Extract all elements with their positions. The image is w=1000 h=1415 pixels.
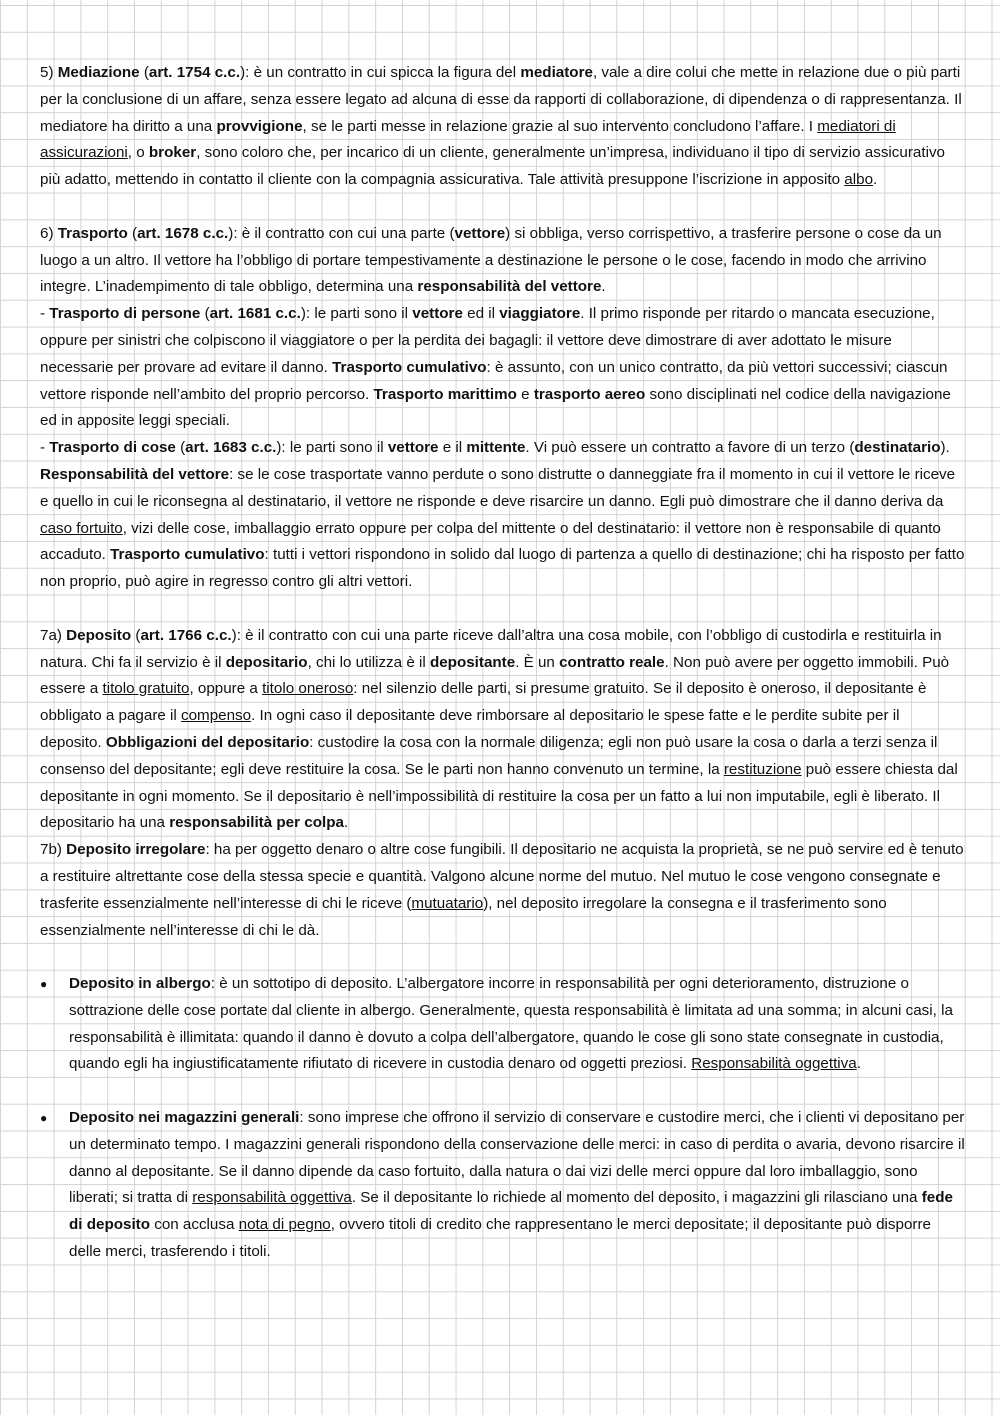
bold-term: Deposito nei magazzini generali <box>69 1109 300 1127</box>
bold-term: art. 1766 c.c. <box>140 626 232 644</box>
text-run: ) si obbliga, verso corrispettivo, a trasferire persone o cose da un luogo a un altro. Il vettore ha l’obbligo di portare tempestivamente a destinazione le persone o le cose, facendo in modo che arrivino integre. L’inadempimento di tale obbligo, determina una <box>40 224 942 296</box>
text-run: . In ogni caso il depositante deve rimborsare al depositario le spese fatte e le perdite subite per il deposito. <box>40 707 900 751</box>
document-body <box>40 60 965 1266</box>
paragraph-gap <box>40 944 965 971</box>
bold-term: provvigione <box>216 117 303 135</box>
bold-term: art. 1683 c.c. <box>185 439 277 457</box>
text-run: 7b) <box>40 841 67 859</box>
underlined-term: caso fortuito <box>40 519 123 537</box>
text-run: . <box>856 1055 861 1073</box>
paragraph-deposito-irregolare <box>40 837 965 944</box>
bold-term: Deposito <box>66 626 132 644</box>
paragraph-trasporto <box>40 221 965 301</box>
bold-term: Trasporto marittimo <box>373 385 517 403</box>
bold-term: Deposito in albergo <box>69 975 211 993</box>
text-run: ed il <box>462 305 500 323</box>
underlined-term: compenso <box>181 707 252 725</box>
text-run: , ovvero titoli di credito che rappresentano le merci depositate; il depositante può disporre delle merci, trasferendo i titoli. <box>69 1216 931 1261</box>
underlined-term: mediatori di assicurazioni <box>40 117 896 162</box>
text-run: , se le parti messe in relazione grazie al suo intervento concludono l’affare. I <box>302 117 818 135</box>
bold-term: Trasporto di persone <box>49 305 201 323</box>
text-run: e <box>516 385 534 403</box>
text-run: : ha per oggetto denaro o altre cose fungibili. Il depositario ne acquista la proprietà, se ne può servire ed è tenuto a restituire altrettante cose della stessa specie e quantità. Valgono alcune norme del mutuo. Nel mutuo le cose vengono consegnate e trasferite essenzialmente nell’interesse di chi le riceve ( <box>40 841 964 912</box>
bold-term: Trasporto cumulativo <box>110 546 265 564</box>
text-run: . <box>343 814 349 832</box>
text-run: - <box>40 305 50 323</box>
text-run: - <box>40 439 50 457</box>
text-run: , o <box>127 144 149 162</box>
text-run: può essere chiesta dal depositante in ogni momento. Se il depositario è nell’impossibilità di restituire la cosa per un fatto a lui non imputabile, egli è liberato. Il depositario ha una <box>40 760 958 832</box>
text-run: ). <box>940 439 950 457</box>
bold-term: responsabilità del vettore <box>417 278 602 296</box>
text-run: , chi lo utilizza è il <box>307 653 430 671</box>
bold-term: Trasporto di cose <box>49 439 176 457</box>
bold-term: fede di deposito <box>69 1189 953 1234</box>
text-run: ): le parti sono il <box>300 305 413 323</box>
bold-term: art. 1678 c.c. <box>137 224 229 242</box>
underlined-term: titolo gratuito <box>102 680 190 698</box>
bold-term: mediatore <box>520 64 593 81</box>
text-run: ( <box>127 224 138 242</box>
text-run: 7a) <box>40 626 67 644</box>
paragraph-gap <box>40 596 965 623</box>
text-run: . È un <box>515 653 560 671</box>
text-run: , oppure a <box>189 680 263 698</box>
text-run: : è un sottotipo di deposito. L’albergatore incorre in responsabilità per ogni deterioramento, distruzione o sottrazione delle cose portate dal cliente in albergo. Generalmente, questa responsabilità è limitata ad una somma; in alcuni casi, la responsabilità è illimitata: quando il danno è dovuto a colpa dell’albergatore, quando le cose gli sono state consegnate in custodia, quando egli ha ingiustificatamente rifiutato di ricevere in custodia denaro od oggetti preziosi. <box>69 975 953 1073</box>
underlined-term: restituzione <box>723 760 802 778</box>
text-run: : tutti i vettori rispondono in solido dal luogo di partenza a quello di destinazione; chi ha risposto per fatto non proprio, può agire in regresso contro gli altri vettori. <box>40 546 965 591</box>
bold-term: depositante <box>429 653 516 671</box>
bullet-list <box>40 971 965 1266</box>
text-run: con acclusa <box>150 1216 239 1234</box>
text-run: : nel silenzio delle parti, si presume gratuito. Se il deposito è oneroso, il depositante è obbligato a pagare il <box>40 680 927 725</box>
underlined-term: nota di pegno <box>238 1216 331 1234</box>
paragraph-mediazione <box>40 60 965 194</box>
bold-term: trasporto aereo <box>533 385 646 403</box>
text-run: . Il primo risponde per ritardo o mancata esecuzione, oppure per sinistri che colpiscono il viaggiatore o per la perdita dei bagagli: il vettore deve dimostrare di aver adottato le misure necessarie per provare ad evitare il danno. <box>40 305 935 376</box>
paragraph-gap <box>40 194 965 221</box>
bold-term: Obbligazioni del depositario <box>105 733 310 751</box>
bold-term: Deposito irregolare <box>66 841 206 859</box>
text-run: , sono coloro che, per incarico di un cliente, generalmente un’impresa, individuano il tipo di servizio assicurativo più adatto, mettendo in contatto il cliente con la compagnia assicurativa. Tale attività presuppone l’iscrizione in apposito <box>40 144 945 189</box>
text-run: : custodire la cosa con la normale diligenza; egli non può usare la cosa o darla a terzi senza il consenso del depositante; egli deve restituire la cosa. Se le parti non hanno convenuto un termine, la <box>40 733 938 778</box>
bold-term: destinatario <box>854 439 941 457</box>
bullet-icon: ● <box>40 977 48 992</box>
underlined-term: mutuatario <box>411 894 484 912</box>
paragraph-trasporto-persone <box>40 301 965 435</box>
bold-term: viaggiatore <box>499 305 581 323</box>
text-run: : sono imprese che offrono il servizio di conservare e custodire merci, che i clienti vi depositano per un determinato tempo. I magazzini generali rispondono della conservazione delle merci: in caso di perdita o avaria, devono risarcire il danno al depositante. Se il danno dipende da caso fortuito, dalla natura o dai vizi delle merci oppure dal loro imballaggio, sono liberati; si tratta di <box>69 1109 965 1207</box>
bold-term: vettore <box>387 439 439 457</box>
text-run: , vale a dire colui che mette in relazione due o più parti per la conclusione di un affare, senza essere legato ad alcuna di esse da rapporti di collaborazione, di dipendenza o di rappresentanza. Il mediatore ha diritto a una <box>40 64 962 135</box>
text-run: ( <box>131 626 141 644</box>
text-run: , vizi delle cose, imballaggio errato oppure per colpa del mittente o del destinatario: il vettore non è responsabile di quanto accaduto. <box>40 519 941 564</box>
text-run: ), nel deposito irregolare la consegna e il trasferimento sono essenzialmente nell’interesse di chi le dà. <box>40 894 887 939</box>
paragraph-trasporto-cose <box>40 435 965 596</box>
bold-term: depositario <box>225 653 308 671</box>
text-run: ): è un contratto in cui spicca la figura del <box>240 64 521 81</box>
text-run: ): è il contratto con cui una parte ( <box>228 224 455 242</box>
text-run: e il <box>438 439 467 457</box>
text-run: 5) <box>40 64 58 81</box>
underlined-term: titolo oneroso <box>262 680 354 698</box>
text-run: ( <box>139 64 149 81</box>
bold-term: vettore <box>454 224 506 242</box>
text-run: ( <box>175 439 186 457</box>
list-item-text <box>69 975 953 1072</box>
text-run: sono disciplinati nel codice della navigazione ed in apposite leggi speciali. <box>40 385 951 430</box>
underlined-term: albo <box>844 171 874 189</box>
list-item-deposito-albergo <box>40 971 965 1078</box>
paragraph-gap <box>40 1078 965 1105</box>
bold-term: Mediazione <box>57 64 140 81</box>
text-run: ( <box>200 305 210 323</box>
list-item-text <box>69 1109 965 1260</box>
text-run: : se le cose trasportate vanno perdute o sono distrutte o danneggiate fra il momento in cui il vettore le riceve e quello in cui le riconsegna al destinatario, il vettore ne risponde e deve risarcire un danno. Egli può dimostrare che il danno deriva da <box>40 465 956 510</box>
bold-term: vettore <box>412 305 463 323</box>
text-run: . <box>873 171 878 189</box>
text-run: ): è il contratto con cui una parte riceve dall’altra una cosa mobile, con l’obbligo di custodirla e restituirla in natura. Chi fa il servizio è il <box>40 626 942 671</box>
bold-term: broker <box>148 144 197 162</box>
underlined-term: responsabilità oggettiva <box>192 1189 352 1207</box>
underlined-term: Responsabilità oggettiva <box>691 1055 857 1073</box>
bold-term: art. 1754 c.c. <box>148 64 241 81</box>
paragraph-deposito <box>40 623 965 837</box>
list-item-deposito-magazzini <box>40 1105 965 1266</box>
bold-term: Responsabilità del vettore <box>40 465 230 483</box>
bold-term: Trasporto cumulativo <box>332 358 487 376</box>
text-run: . Se il depositante lo richiede al momento del deposito, i magazzini gli rilasciano una <box>351 1189 922 1207</box>
text-run: : è assunto, con un unico contratto, da più vettori successivi; ciascun vettore risponde nell’ambito del proprio percorso. <box>40 358 948 403</box>
bullet-icon: ● <box>40 1111 48 1126</box>
bold-term: contratto reale <box>559 653 665 671</box>
text-run: ): le parti sono il <box>276 439 388 457</box>
text-run: 6) <box>40 224 58 242</box>
bold-term: responsabilità per colpa <box>169 814 344 832</box>
text-run: . Vi può essere un contratto a favore di un terzo ( <box>525 439 855 457</box>
text-run: . Non può avere per oggetto immobili. Può essere a <box>40 653 950 698</box>
text-run: . <box>601 278 606 296</box>
bold-term: art. 1681 c.c. <box>209 305 301 323</box>
bold-term: mittente <box>466 439 526 457</box>
bold-term: Trasporto <box>57 224 128 242</box>
